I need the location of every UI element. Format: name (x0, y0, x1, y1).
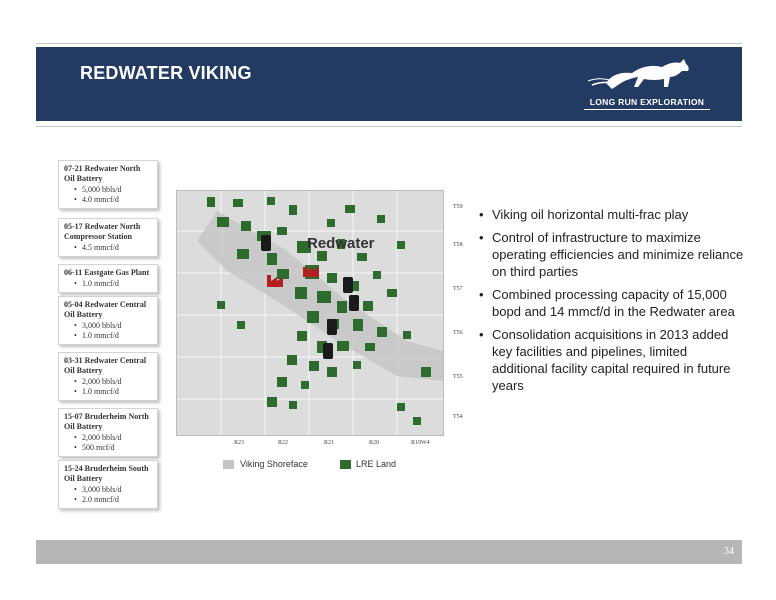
bullet-item: • Control of infrastructure to maximize operating efficiencies and minimize reliance on third parties (476, 229, 746, 280)
key-points-list (476, 206, 746, 400)
callout-item: • 1.0 mmcf/d (74, 279, 152, 289)
tank-icon (261, 235, 271, 251)
bullet-item: • Combined processing capacity of 15,000 bopd and 14 mmcf/d in the Redwater area (476, 286, 746, 320)
callout-item: • 2,000 bbls/d (74, 377, 152, 387)
callout-item: • 3,000 bbls/d (74, 485, 152, 495)
callout-title: 03-31 Redwater Central Oil Battery (64, 356, 147, 375)
callout-05-04 (58, 296, 158, 345)
callout-15-24 (58, 460, 158, 509)
callout-title: 15-24 Bruderheim South Oil Battery (64, 464, 149, 483)
callout-03-31 (58, 352, 158, 401)
range-label: R21 (324, 440, 335, 446)
callout-title: 06-11 Eastgate Gas Plant (64, 268, 150, 277)
range-label: R19W4 (411, 440, 430, 446)
township-label: T55 (453, 374, 463, 380)
legend-label-lre-land: LRE Land (356, 459, 397, 469)
callout-title: 05-17 Redwater North Compressor Station (64, 222, 141, 241)
map-canvas (177, 191, 443, 435)
callout-item: • 4.0 mmcf/d (74, 195, 152, 205)
callout-title: 07-21 Redwater North Oil Battery (64, 164, 141, 183)
callout-item: • 1.0 mmcf/d (74, 331, 152, 341)
callout-15-07 (58, 408, 158, 457)
township-label: T56 (453, 330, 463, 336)
bullet-item: • Viking oil horizontal multi-frac play (476, 206, 746, 223)
range-label: R22 (278, 440, 289, 446)
page-number: 34 (724, 546, 734, 557)
callout-item: • 2.0 mmcf/d (74, 495, 152, 505)
callout-item: • 500 mcf/d (74, 443, 152, 453)
legend-swatch-shoreface (223, 460, 234, 469)
callout-item: • 2,000 bbls/d (74, 433, 152, 443)
callout-item: • 3,000 bbls/d (74, 321, 152, 331)
callout-05-17 (58, 218, 158, 257)
township-label: T57 (453, 286, 463, 292)
tank-icon (323, 343, 333, 359)
range-label: R23 (234, 440, 245, 446)
range-label: R20 (369, 440, 380, 446)
page-title: REDWATER VIKING (80, 63, 252, 83)
tank-icon (327, 319, 337, 335)
callout-item: • 4.5 mmcf/d (74, 243, 152, 253)
logo-text: LONG RUN EXPLORATION (589, 97, 705, 107)
tank-icon (343, 277, 353, 293)
legend-swatch-lre-land (340, 460, 351, 469)
callout-06-11 (58, 264, 158, 293)
redwater-map (176, 190, 444, 436)
callout-title: 05-04 Redwater Central Oil Battery (64, 300, 147, 319)
callout-07-21 (58, 160, 158, 209)
tank-icon (349, 295, 359, 311)
footer-bar (36, 540, 742, 564)
township-label: T54 (453, 414, 463, 420)
callout-title: 15-07 Bruderheim North Oil Battery (64, 412, 149, 431)
callout-item: • 1.0 mmcf/d (74, 387, 152, 397)
township-label: T58 (453, 242, 463, 248)
callout-item: • 5,000 bbls/d (74, 185, 152, 195)
place-label: Redwater (307, 235, 375, 252)
township-label: T59 (453, 204, 463, 210)
bullet-item: • Consolidation acquisitions in 2013 added key facilities and pipelines, limited additional facility capital required in future years (476, 326, 746, 394)
legend-label-shoreface: Viking Shoreface (240, 459, 308, 469)
